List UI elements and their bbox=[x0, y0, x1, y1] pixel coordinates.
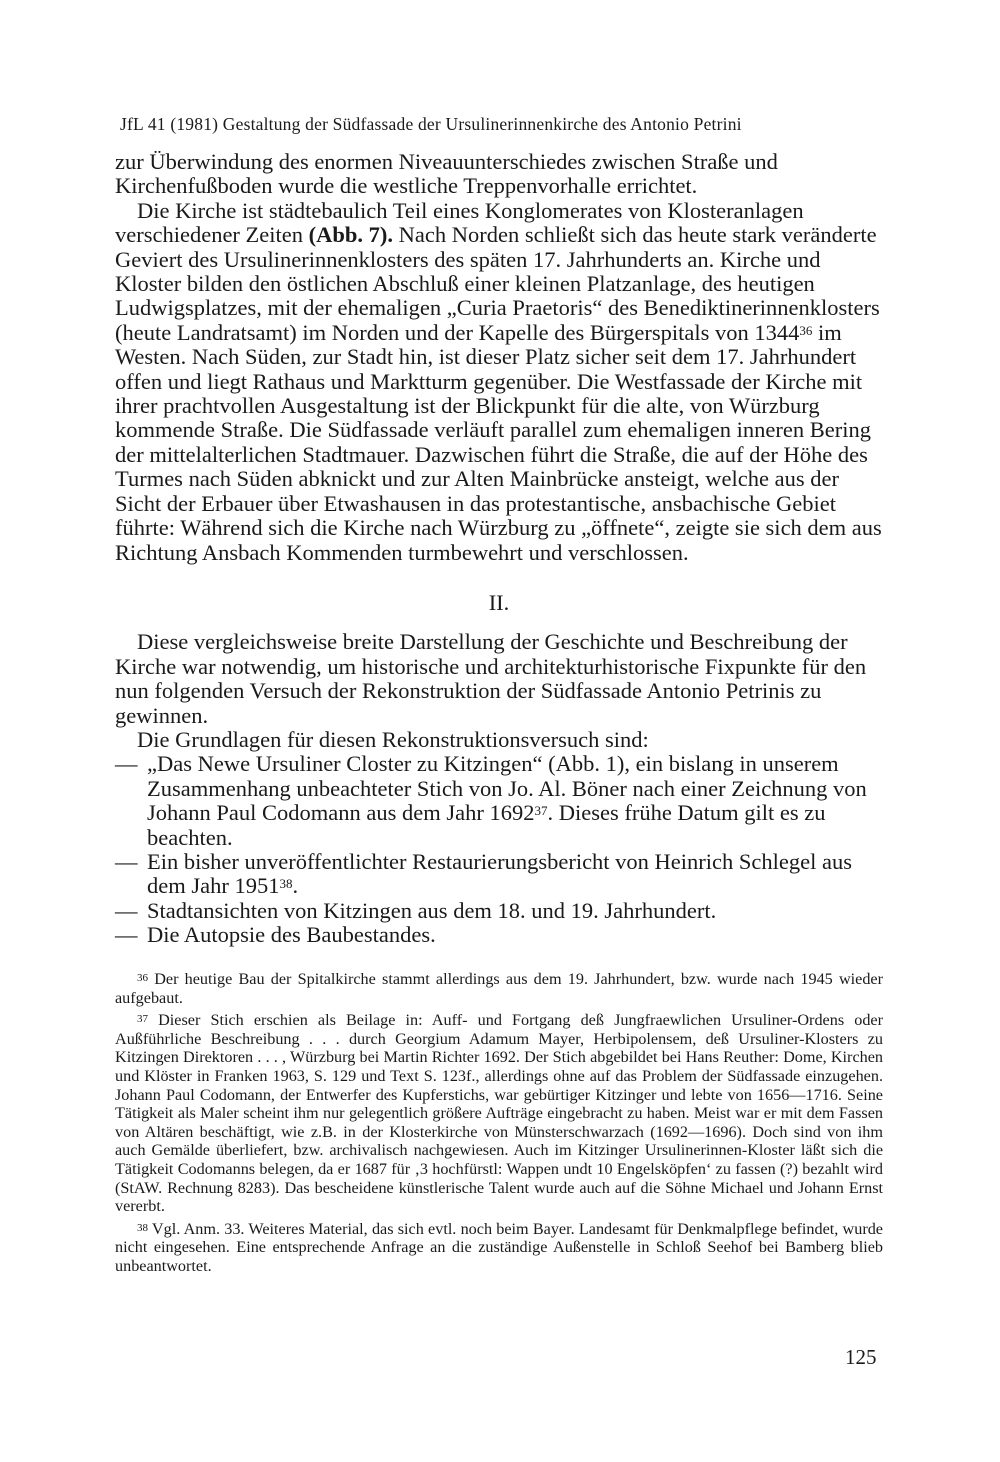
running-head: JfL 41 (1981) Gestaltung der Südfassade der Ursulinerinnenkirche des Antonio Petrini bbox=[120, 114, 742, 134]
figure-reference: (Abb. 7). bbox=[308, 222, 394, 248]
list-dash: — bbox=[115, 897, 138, 923]
list-item: — Stadtansichten von Kitzingen aus dem 18. und 19. Jahrhundert. bbox=[115, 897, 717, 923]
footnote-marker: 37 bbox=[534, 803, 548, 819]
footnote: $^{36}$ Der heutige Bau der Spitalkirche stammt allerdings aus dem 19. Jahrhundert, bzw. wurde nach 1945 wieder aufgebaut. bbox=[115, 970, 883, 1007]
main-text bbox=[115, 150, 883, 948]
footnote-marker: 38 bbox=[279, 876, 293, 892]
paragraph: Die Grundlagen für diesen Rekonstruktionsversuch sind: bbox=[137, 726, 649, 752]
paragraph: Die Kirche ist städtebaulich Teil eines Konglomerates von Klosteranlagen verschiedener Zeiten (Abb. 7). Nach Norden schließt sich das heute stark veränderte Geviert des Ursulinerinnenklosters des späten 17. Jahrhunderts an. Kirche und Kloster bilden den östlichen Abschluß einer kleinen Platzanlage, des heutigen Ludwigsplatzes, mit der ehemaligen „Curia Praetoris“ des Benediktinerinnenklosters (heute Landratsamt) im Norden und der Kapelle des Bürgerspitals von 1344$^{36}$ im Westen. Nach Süden, zur Stadt hin, ist dieser Platz sicher seit dem 17. Jahrhundert offen und liegt Rathaus und Marktturm gegenüber. Die Westfassade der Kirche mit ihrer prachtvollen Ausgestaltung ist der Blickpunkt für die alte, von Würzburg kommende Straße. Die Südfassade verläuft parallel zum ehemaligen inneren Bering der mittelalterlichen Stadtmauer. Dazwischen führt die Straße, die auf der Höhe des Turmes nach Süden abknickt und zur Alten Mainbrücke ansteigt, welche aus der Sicht der Erbauer über Etwashausen in das protestantische, ansbachische Gebiet führte: Während sich die Kirche nach Würzburg zu „öffnete“, zeigte sie sich dem aus Richtung Ansbach Kommenden turmbewehrt und verschlossen. bbox=[115, 197, 882, 565]
footnotes bbox=[115, 970, 883, 1280]
list-dash: — bbox=[115, 751, 138, 777]
section-heading: II. bbox=[488, 589, 510, 615]
source-list bbox=[115, 752, 883, 947]
footnote: $^{38}$ Vgl. Anm. 33. Weiteres Material, das sich evtl. noch beim Bayer. Landesamt für Denkmalpflege befindet, wurde nicht eingesehen. Eine entsprechende Anfrage an die zuständige Außenstelle in Schloß Seehof bei Bamberg blieb unbeantwortet. bbox=[115, 1219, 883, 1275]
list-item: — Die Autopsie des Baubestandes. bbox=[115, 922, 436, 948]
footnote-number: 38 bbox=[137, 1221, 148, 1234]
list-item: — Ein bisher unveröffentlichter Restaurierungsbericht von Heinrich Schlegel aus dem Jahr 1951$^{38}$. bbox=[115, 848, 852, 899]
paragraph: zur Überwindung des enormen Niveauunterschiedes zwischen Straße und Kirchenfußboden wurde die westliche Treppenvorhalle errichtet. bbox=[115, 149, 778, 199]
page-number: 125 bbox=[845, 1345, 877, 1369]
list-item: — „Das Newe Ursuliner Closter zu Kitzingen“ (Abb. 1), ein bislang in unserem Zusammenhang unbeachteter Stich von Jo. Al. Böner nach einer Zeichnung von Johann Paul Codomann aus dem Jahr 1692$^{37}$. Dieses frühe Datum gilt es zu beachten. bbox=[115, 751, 867, 850]
list-dash: — bbox=[115, 922, 138, 948]
list-dash: — bbox=[115, 848, 138, 874]
footnote-number: 36 bbox=[137, 972, 148, 984]
footnote: $^{37}$ Dieser Stich erschien als Beilage in: Auff- und Fortgang deß Jungfraewlichen Ursuliner-Ordens oder Außführliche Beschreibung . . . durch Georgium Adamum Mayer, Herbipolensem, deß Ursuliner-Klosters zu Kitzingen Direktoren . . . , Würzburg bei Martin Richter 1692. Der Stich abgebildet bei Hans Reuther: Dome, Kirchen und Klöster in Franken 1963, S. 129 und Text S. 123f., allerdings ohne auf das Problem der Südfassade einzugehen. Johann Paul Codomann, der Entwerfer des Kupferstichs, war gebürtiger Kitzinger und lebte von 1656—1716. Seine Tätigkeit als Maler scheint ihm nur gelegentlich größere Aufträge eingebracht zu haben. Meist war er mit dem Fassen von Altären beschäftigt, wie z.B. in der Klosterkirche von Münsterschwarzach (1692—1696). Doch sind von ihm auch Gemälde überliefert, bzw. archivalisch nachgewiesen. Auch im Kitzinger Ursulinerinnen-Kloster läßt sich die Tätigkeit Codomanns belegen, da er 1687 für ‚3 hochfürstl: Wappen undt 10 Engelsköpfen‘ zu fassen (?) bezahlt wird (StAW. Rechnung 8283). Das bescheidene künstlerische Talent wurde auch auf die Söhne Michael und Johann Ernst vererbt. bbox=[115, 1011, 883, 1216]
footnote-marker: 36 bbox=[799, 322, 813, 338]
footnote-number: 37 bbox=[137, 1013, 148, 1026]
paragraph: Diese vergleichsweise breite Darstellung der Geschichte und Beschreibung der Kirche war notwendig, um historische und architekturhistorische Fixpunkte für den nun folgenden Versuch der Rekonstruktion der Südfassade Antonio Petrinis zu gewinnen. bbox=[115, 629, 867, 728]
